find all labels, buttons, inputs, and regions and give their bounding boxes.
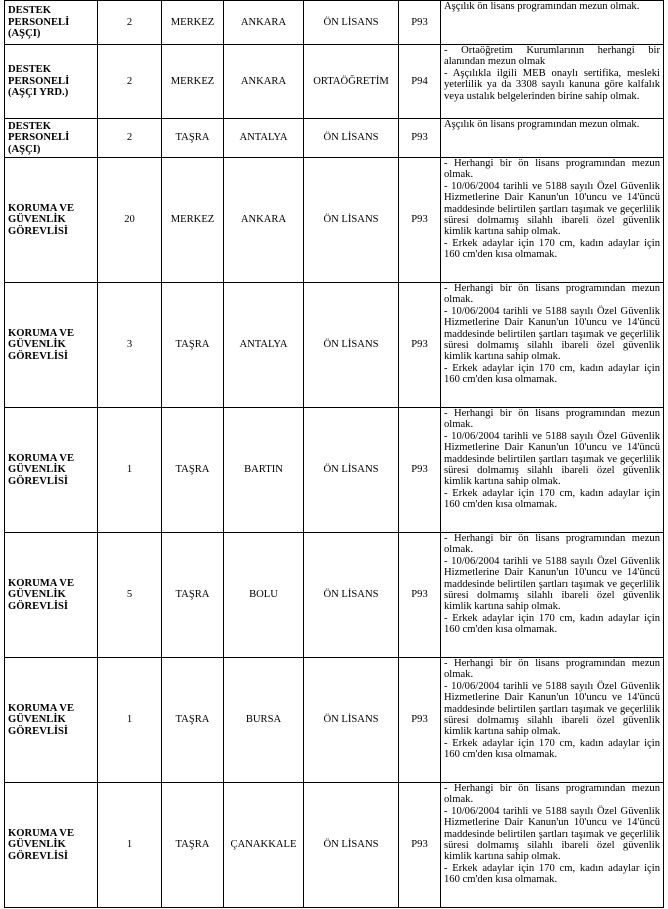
position-title-line: GÜVENLİK bbox=[8, 464, 66, 476]
requirement-item: - Erkek adaylar için 170 cm, kadın adaylar için 160 cm'den kısa olmamak. bbox=[444, 487, 660, 511]
position-title-line: PERSONELİ bbox=[8, 75, 70, 87]
city-name: ANKARA bbox=[224, 158, 304, 283]
requirement-item: - Erkek adaylar için 170 cm, kadın adaylar için 160 cm'den kısa olmamak. bbox=[444, 862, 660, 886]
position-code: P93 bbox=[399, 119, 441, 158]
position-title-cell bbox=[5, 1, 98, 45]
position-code: P93 bbox=[399, 658, 441, 783]
requirements-cell bbox=[441, 45, 664, 119]
requirements-cell bbox=[441, 283, 664, 408]
requirement-item: - 10/06/2004 tarihli ve 5188 sayılı Özel Güvenlik Hizmetlerine Dair Kanun'un 10'uncu ve 14'üncü maddesinde belirtilen şartları taşımak ve geçerlilik süresi dolmamış silahlı ibareli özel güvenlik kimlik kartına sahip olmak. bbox=[444, 180, 660, 238]
position-count: 2 bbox=[98, 45, 162, 119]
education-level: ÖN LİSANS bbox=[304, 1, 399, 45]
requirement-item: - Erkek adaylar için 170 cm, kadın adaylar için 160 cm'den kısa olmamak. bbox=[444, 737, 660, 761]
table-row bbox=[5, 283, 664, 408]
requirement-item: - Herhangi bir ön lisans programından mezun olmak. bbox=[444, 658, 660, 681]
position-title-line: DESTEK bbox=[8, 5, 51, 17]
position-title-line: (AŞÇI) bbox=[8, 28, 41, 40]
position-title-line: GÖREVLİSİ bbox=[8, 600, 69, 612]
position-title-cell bbox=[5, 158, 98, 283]
position-title-line: KORUMA VE bbox=[8, 452, 75, 464]
position-title-line: GÖREVLİSİ bbox=[8, 225, 69, 237]
position-code: P94 bbox=[399, 45, 441, 119]
position-title-line: GÖREVLİSİ bbox=[8, 850, 69, 862]
position-title-cell bbox=[5, 658, 98, 783]
requirement-item: - 10/06/2004 tarihli ve 5188 sayılı Özel Güvenlik Hizmetlerine Dair Kanun'un 10'uncu ve 14'üncü maddesinde belirtilen şartları taşımak ve geçerlilik süresi dolmamış silahlı ibareli özel güvenlik kimlik kartına sahip olmak. bbox=[444, 305, 660, 363]
position-title-cell bbox=[5, 119, 98, 158]
requirement-item: - Herhangi bir ön lisans programından mezun olmak. bbox=[444, 783, 660, 806]
location-type: TAŞRA bbox=[162, 783, 224, 908]
position-title-line: (AŞÇI) bbox=[8, 143, 41, 155]
position-title-line: GÖREVLİSİ bbox=[8, 725, 69, 737]
position-title-line: GÜVENLİK bbox=[8, 839, 66, 851]
requirement-item: - Herhangi bir ön lisans programından mezun olmak. bbox=[444, 533, 660, 556]
position-code: P93 bbox=[399, 283, 441, 408]
requirements-cell bbox=[441, 533, 664, 658]
location-type: TAŞRA bbox=[162, 408, 224, 533]
requirement-item: Aşçılık ön lisans programından mezun olmak. bbox=[444, 119, 640, 130]
position-title-line: DESTEK bbox=[8, 120, 51, 132]
location-type: TAŞRA bbox=[162, 283, 224, 408]
education-level: ÖN LİSANS bbox=[304, 408, 399, 533]
position-title-cell bbox=[5, 783, 98, 908]
requirement-item: - Ortaöğretim Kurumlarının herhangi bir alanından mezun olmak bbox=[444, 45, 660, 68]
position-title-cell bbox=[5, 45, 98, 119]
education-level: ÖN LİSANS bbox=[304, 533, 399, 658]
requirements-cell bbox=[441, 658, 664, 783]
position-title-line: KORUMA VE bbox=[8, 577, 75, 589]
city-name: BURSA bbox=[224, 658, 304, 783]
position-title-line: KORUMA VE bbox=[8, 827, 75, 839]
city-name: ANTALYA bbox=[224, 283, 304, 408]
position-count: 2 bbox=[98, 119, 162, 158]
position-count: 20 bbox=[98, 158, 162, 283]
position-count: 5 bbox=[98, 533, 162, 658]
requirement-item: - 10/06/2004 tarihli ve 5188 sayılı Özel Güvenlik Hizmetlerine Dair Kanun'un 10'uncu ve 14'üncü maddesinde belirtilen şartları taşımak ve geçerlilik süresi dolmamış silahlı ibareli özel güvenlik kimlik kartına sahip olmak. bbox=[444, 555, 660, 613]
table-row bbox=[5, 158, 664, 283]
city-name: ANTALYA bbox=[224, 119, 304, 158]
requirement-item: - 10/06/2004 tarihli ve 5188 sayılı Özel Güvenlik Hizmetlerine Dair Kanun'un 10'uncu ve 14'üncü maddesinde belirtilen şartları taşımak ve geçerlilik süresi dolmamış silahlı ibareli özel güvenlik kimlik kartına sahip olmak. bbox=[444, 805, 660, 863]
location-type: TAŞRA bbox=[162, 658, 224, 783]
requirement-item: - Herhangi bir ön lisans programından mezun olmak. bbox=[444, 158, 660, 181]
position-title-cell bbox=[5, 283, 98, 408]
position-title-line: KORUMA VE bbox=[8, 327, 75, 339]
position-title-line: GÖREVLİSİ bbox=[8, 350, 69, 362]
position-count: 3 bbox=[98, 283, 162, 408]
table-row bbox=[5, 119, 664, 158]
location-type: MERKEZ bbox=[162, 1, 224, 45]
position-title-line: GÖREVLİSİ bbox=[8, 475, 69, 487]
education-level: ORTAÖĞRETİM bbox=[304, 45, 399, 119]
position-code: P93 bbox=[399, 1, 441, 45]
location-type: TAŞRA bbox=[162, 533, 224, 658]
education-level: ÖN LİSANS bbox=[304, 783, 399, 908]
location-type: TAŞRA bbox=[162, 119, 224, 158]
city-name: BOLU bbox=[224, 533, 304, 658]
location-type: MERKEZ bbox=[162, 45, 224, 119]
position-title-line: PERSONELİ bbox=[8, 16, 70, 28]
position-title-line: PERSONELİ bbox=[8, 132, 70, 144]
city-name: ANKARA bbox=[224, 45, 304, 119]
requirement-item: - Herhangi bir ön lisans programından mezun olmak. bbox=[444, 408, 660, 431]
position-code: P93 bbox=[399, 783, 441, 908]
education-level: ÖN LİSANS bbox=[304, 283, 399, 408]
requirement-item: - Herhangi bir ön lisans programından mezun olmak. bbox=[444, 283, 660, 306]
requirement-item: - Aşçılıkla ilgili MEB onaylı sertifika, mesleki yeterlilik ya da 3308 sayılı kanuna göre kalfalık veya ustalık belgelerinden birine sahip olmak. bbox=[444, 67, 660, 102]
position-title-line: GÜVENLİK bbox=[8, 214, 66, 226]
table-row bbox=[5, 1, 664, 45]
table-row bbox=[5, 658, 664, 783]
position-title-line: GÜVENLİK bbox=[8, 589, 66, 601]
table-row bbox=[5, 45, 664, 119]
education-level: ÖN LİSANS bbox=[304, 119, 399, 158]
requirements-cell bbox=[441, 1, 664, 45]
requirements-cell bbox=[441, 783, 664, 908]
table-row bbox=[5, 408, 664, 533]
requirements-cell bbox=[441, 158, 664, 283]
requirement-item: - Erkek adaylar için 170 cm, kadın adaylar için 160 cm'den kısa olmamak. bbox=[444, 237, 660, 261]
requirements-cell bbox=[441, 408, 664, 533]
position-code: P93 bbox=[399, 533, 441, 658]
position-count: 1 bbox=[98, 783, 162, 908]
position-title-cell bbox=[5, 533, 98, 658]
position-title-line: GÜVENLİK bbox=[8, 714, 66, 726]
requirement-item: - 10/06/2004 tarihli ve 5188 sayılı Özel Güvenlik Hizmetlerine Dair Kanun'un 10'uncu ve 14'üncü maddesinde belirtilen şartları taşımak ve geçerlilik süresi dolmamış silahlı ibareli özel güvenlik kimlik kartına sahip olmak. bbox=[444, 680, 660, 738]
position-count: 1 bbox=[98, 408, 162, 533]
position-code: P93 bbox=[399, 408, 441, 533]
position-title-line: DESTEK bbox=[8, 64, 51, 76]
position-count: 1 bbox=[98, 658, 162, 783]
education-level: ÖN LİSANS bbox=[304, 158, 399, 283]
position-code: P93 bbox=[399, 158, 441, 283]
table-row bbox=[5, 533, 664, 658]
requirement-item: - Erkek adaylar için 170 cm, kadın adaylar için 160 cm'den kısa olmamak. bbox=[444, 612, 660, 636]
position-count: 2 bbox=[98, 1, 162, 45]
city-name: BARTIN bbox=[224, 408, 304, 533]
table-row bbox=[5, 783, 664, 908]
location-type: MERKEZ bbox=[162, 158, 224, 283]
requirement-item: - 10/06/2004 tarihli ve 5188 sayılı Özel Güvenlik Hizmetlerine Dair Kanun'un 10'uncu ve 14'üncü maddesinde belirtilen şartları taşımak ve geçerlilik süresi dolmamış silahlı ibareli özel güvenlik kimlik kartına sahip olmak. bbox=[444, 430, 660, 488]
city-name: ANKARA bbox=[224, 1, 304, 45]
position-title-line: (AŞÇI YRD.) bbox=[8, 87, 69, 99]
education-level: ÖN LİSANS bbox=[304, 658, 399, 783]
requirements-cell bbox=[441, 119, 664, 158]
position-title-cell bbox=[5, 408, 98, 533]
city-name: ÇANAKKALE bbox=[224, 783, 304, 908]
position-title-line: GÜVENLİK bbox=[8, 339, 66, 351]
requirement-item: - Erkek adaylar için 170 cm, kadın adaylar için 160 cm'den kısa olmamak. bbox=[444, 362, 660, 386]
positions-table bbox=[4, 0, 664, 908]
position-title-line: KORUMA VE bbox=[8, 202, 75, 214]
requirement-item: Aşçılık ön lisans programından mezun olmak. bbox=[444, 1, 640, 12]
position-title-line: KORUMA VE bbox=[8, 702, 75, 714]
